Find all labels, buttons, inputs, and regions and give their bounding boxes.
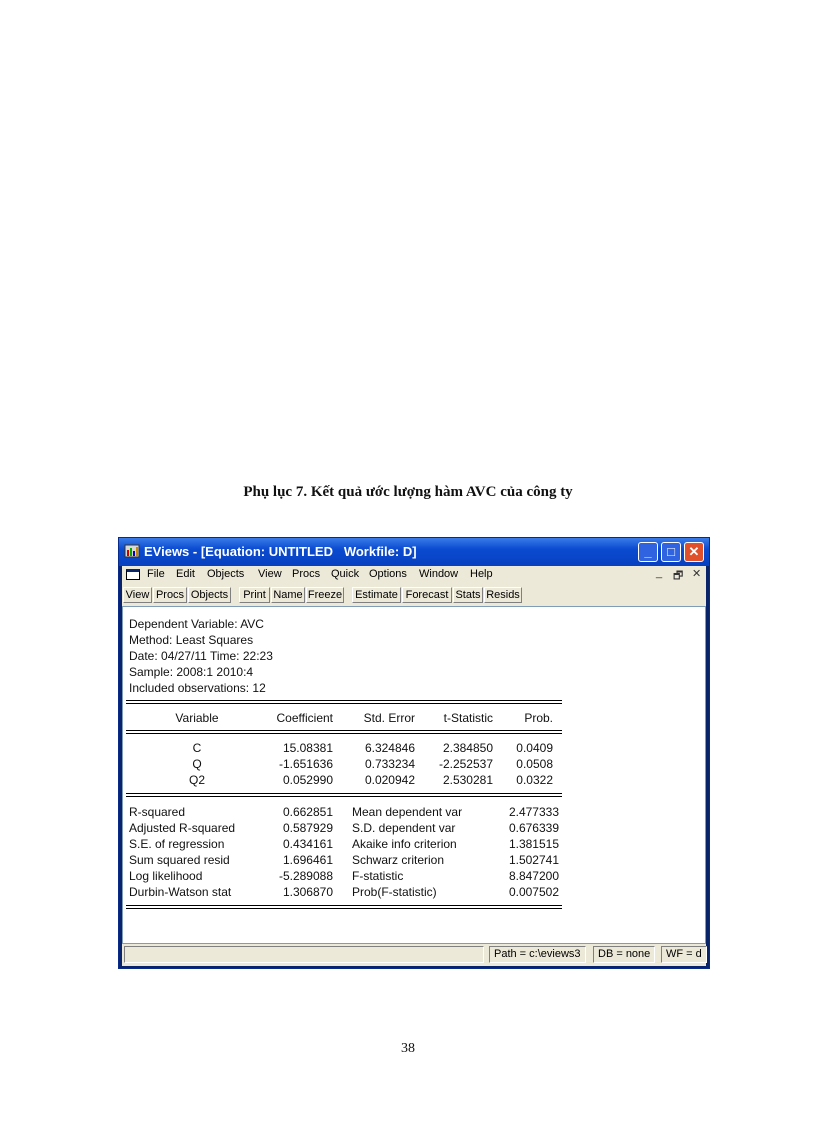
table-cell: -1.651636 <box>278 757 333 771</box>
table-cell: -2.252537 <box>438 757 493 771</box>
table-cell: 15.08381 <box>282 741 333 755</box>
status-wf[interactable]: WF = d <box>661 946 707 963</box>
print-button[interactable]: Print <box>239 587 270 603</box>
maximize-button[interactable]: □ <box>661 542 681 562</box>
col-std-error: Std. Error <box>363 711 415 725</box>
table-cell: 2.530281 <box>442 773 493 787</box>
menu-objects[interactable]: Objects <box>207 568 245 580</box>
toolbar <box>122 584 706 606</box>
table-cell: C <box>192 741 202 755</box>
stat-value: 1.696461 <box>282 853 333 867</box>
stat-value: 0.434161 <box>282 837 333 851</box>
view-button[interactable]: View <box>123 587 152 603</box>
table-cell: 6.324846 <box>364 741 415 755</box>
objects-button[interactable]: Objects <box>188 587 231 603</box>
menu-window[interactable]: Window <box>419 568 459 580</box>
col-prob: Prob. <box>524 711 553 725</box>
table-cell: 2.384850 <box>442 741 493 755</box>
mdi-close-button[interactable]: ✕ <box>692 568 702 580</box>
stat-label: S.D. dependent var <box>352 821 456 835</box>
table-cell: 0.733234 <box>364 757 415 771</box>
table-cell: 0.0322 <box>516 773 553 787</box>
stat-value: 0.007502 <box>508 885 559 899</box>
menu-procs[interactable]: Procs <box>292 568 321 580</box>
table-cell: Q2 <box>188 773 205 787</box>
close-button[interactable]: ✕ <box>684 542 704 562</box>
menu-quick[interactable]: Quick <box>331 568 360 580</box>
table-divider <box>126 700 562 704</box>
menu-help[interactable]: Help <box>470 568 493 580</box>
eviews-app-icon <box>124 544 140 558</box>
stat-label: Schwarz criterion <box>352 853 445 867</box>
stat-label: Adjusted R-squared <box>129 821 236 835</box>
col-coefficient: Coefficient <box>276 711 333 725</box>
observations-line: Included observations: 12 <box>129 681 266 695</box>
name-button[interactable]: Name <box>271 587 305 603</box>
dependent-variable-line: Dependent Variable: AVC <box>129 617 264 631</box>
stat-value: 1.306870 <box>282 885 333 899</box>
sample-line: Sample: 2008:1 2010:4 <box>129 665 254 679</box>
status-db[interactable]: DB = none <box>593 946 655 963</box>
stat-label: F-statistic <box>352 869 404 883</box>
table-cell: 0.052990 <box>282 773 333 787</box>
equation-output[interactable] <box>122 606 706 944</box>
stat-label: S.E. of regression <box>129 837 225 851</box>
stats-button[interactable]: Stats <box>453 587 483 603</box>
stat-label: Mean dependent var <box>352 805 463 819</box>
page-number: 38 <box>401 1041 415 1056</box>
title-bar[interactable] <box>119 538 709 566</box>
table-divider <box>126 905 562 909</box>
status-message-area <box>124 946 484 963</box>
stat-value: -5.289088 <box>278 869 333 883</box>
resids-button[interactable]: Resids <box>484 587 522 603</box>
stat-value: 0.662851 <box>282 805 333 819</box>
menu-edit[interactable]: Edit <box>176 568 195 580</box>
menu-bar <box>122 566 706 584</box>
col-t-statistic: t-Statistic <box>443 711 493 725</box>
eviews-window <box>118 537 710 969</box>
stat-label: Akaike info criterion <box>352 837 457 851</box>
minimize-button[interactable]: _ <box>638 542 658 562</box>
col-variable: Variable <box>175 711 219 725</box>
stat-value: 8.847200 <box>508 869 559 883</box>
stat-value: 1.381515 <box>508 837 559 851</box>
status-path[interactable]: Path = c:\eviews3 <box>489 946 586 963</box>
freeze-button[interactable]: Freeze <box>307 589 343 601</box>
menu-options[interactable]: Options <box>369 568 407 580</box>
date-line: Date: 04/27/11 Time: 22:23 <box>129 649 273 663</box>
table-cell: Q <box>192 757 202 771</box>
stat-label: R-squared <box>129 805 186 819</box>
mdi-restore-button[interactable]: 🗗 <box>673 570 684 582</box>
status-bar <box>122 944 706 966</box>
stat-value: 0.587929 <box>282 821 333 835</box>
stat-label: Prob(F-statistic) <box>352 885 437 899</box>
window-title: EViews - [Equation: UNTITLED Workfile: D] <box>144 544 417 559</box>
stat-label: Log likelihood <box>129 869 203 883</box>
forecast-button[interactable]: Forecast <box>402 587 452 603</box>
table-divider <box>126 730 562 734</box>
procs-button[interactable]: Procs <box>153 587 187 603</box>
stat-label: Sum squared resid <box>129 853 230 867</box>
estimate-button[interactable]: Estimate <box>352 587 401 603</box>
stat-value: 1.502741 <box>508 853 559 867</box>
menu-file[interactable]: File <box>147 568 165 580</box>
document-icon[interactable] <box>126 569 140 580</box>
stat-label: Durbin-Watson stat <box>129 885 232 899</box>
table-divider <box>126 793 562 797</box>
table-cell: 0.0409 <box>516 741 553 755</box>
stat-value: 0.676339 <box>508 821 559 835</box>
table-cell: 0.020942 <box>364 773 415 787</box>
mdi-minimize-button[interactable]: _ <box>656 567 663 579</box>
appendix-caption: Phụ lục 7. Kết quả ước lượng hàm AVC của công ty <box>243 484 573 500</box>
menu-view[interactable]: View <box>258 568 282 580</box>
method-line: Method: Least Squares <box>129 633 254 647</box>
table-cell: 0.0508 <box>516 757 553 771</box>
stat-value: 2.477333 <box>508 805 559 819</box>
